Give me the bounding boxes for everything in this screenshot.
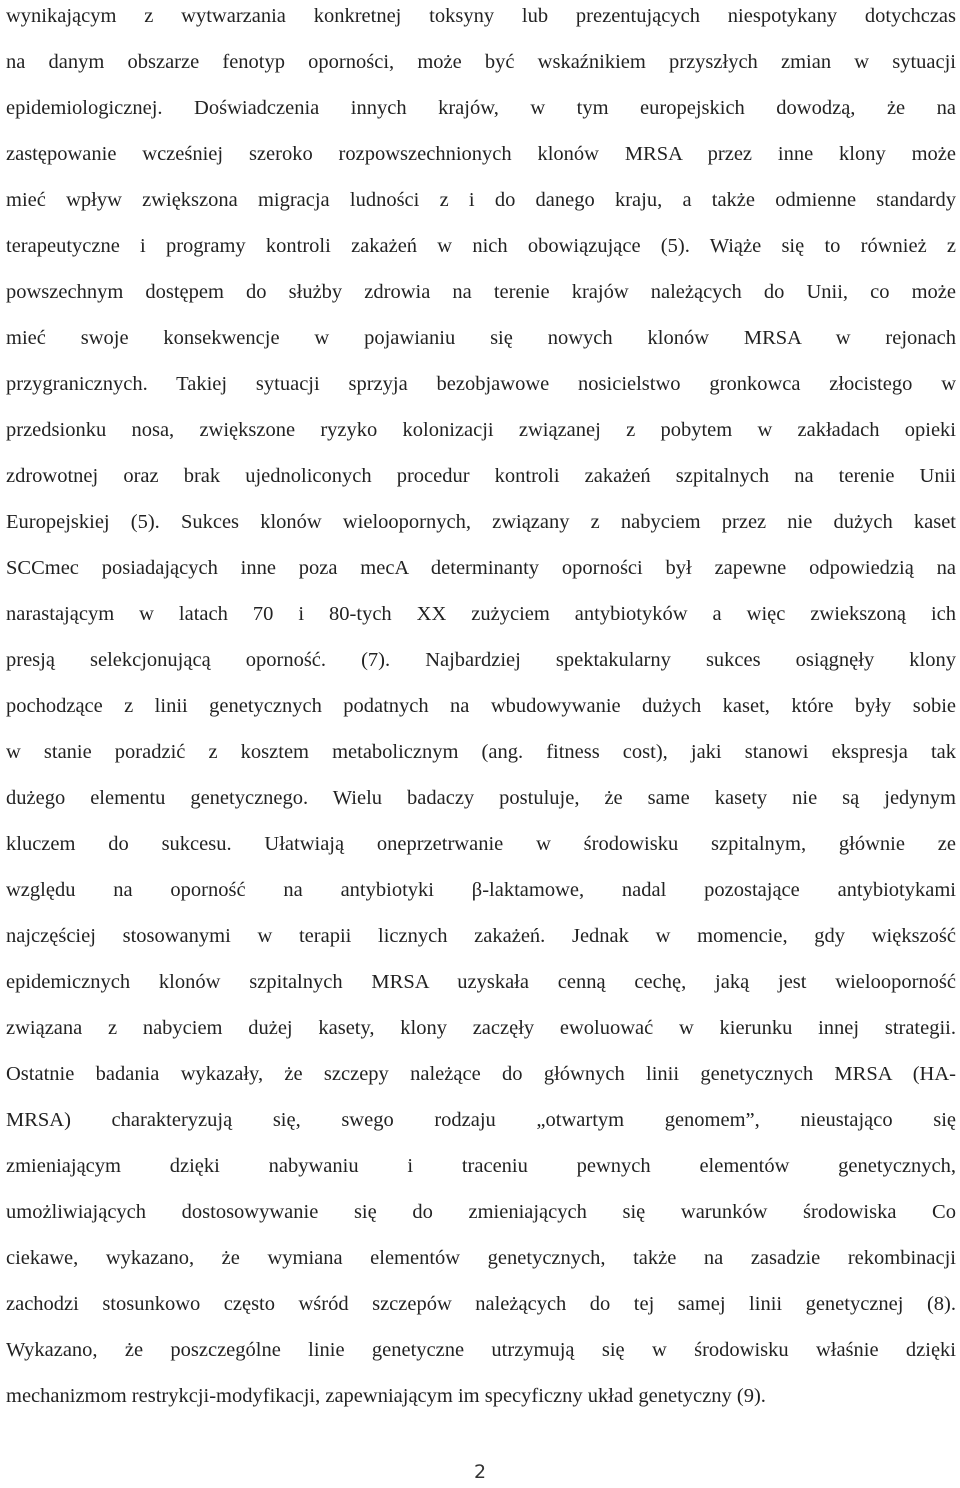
text-line: wynikającym z wytwarzania konkretnej toksyny lub prezentujących niespotykany dotychczas: [6, 5, 956, 27]
text-line: umożliwiających dostosowywanie się do zmieniających się warunków środowiska Co: [6, 1201, 956, 1223]
text-line: zastępowanie wcześniej szeroko rozpowszechnionych klonów MRSA przez inne klony może: [6, 143, 956, 165]
text-line: Wykazano, że poszczególne linie genetyczne utrzymują się w środowisku właśnie dzięki: [6, 1339, 956, 1361]
text-line: kluczem do sukcesu. Ułatwiają oneprzetrwanie w środowisku szpitalnym, głównie ze: [6, 833, 956, 855]
text-line: dużego elementu genetycznego. Wielu badaczy postuluje, że same kasety nie są jedynym: [6, 787, 956, 809]
text-line: przygranicznych. Takiej sytuacji sprzyja bezobjawowe nosicielstwo gronkowca złocistego w: [6, 373, 956, 395]
body-text: [6, 0, 956, 1419]
text-line: zachodzi stosunkowo często wśród szczepów należących do tej samej linii genetycznej (8).: [6, 1293, 956, 1315]
text-line: związana z nabyciem dużej kasety, klony zaczęły ewoluować w kierunku innej strategii.: [6, 1017, 956, 1039]
text-line: narastającym w latach 70 i 80-tych XX zużyciem antybiotyków a więc zwiekszoną ich: [6, 603, 956, 625]
text-line: zdrowotnej oraz brak ujednoliconych procedur kontroli zakażeń szpitalnych na terenie Unii: [6, 465, 956, 487]
text-line: mieć swoje konsekwencje w pojawianiu się nowych klonów MRSA w rejonach: [6, 327, 956, 349]
text-line: mechanizmom restrykcji-modyfikacji, zapewniającym im specyficzny układ genetyczny (9).: [6, 1385, 766, 1407]
text-line: na danym obszarze fenotyp oporności, może być wskaźnikiem przyszłych zmian w sytuacji: [6, 51, 956, 73]
page-number: 2: [473, 1461, 487, 1483]
text-line: ciekawe, wykazano, że wymiana elementów genetycznych, także na zasadzie rekombinacji: [6, 1247, 956, 1269]
text-line: epidemiologicznej. Doświadczenia innych krajów, w tym europejskich dowodzą, że na: [6, 97, 956, 119]
text-line: mieć wpływ zwiększona migracja ludności z i do danego kraju, a także odmienne standardy: [6, 189, 956, 211]
text-line: Ostatnie badania wykazały, że szczepy należące do głównych linii genetycznych MRSA (HA-: [6, 1063, 956, 1085]
text-line: przedsionku nosa, zwiększone ryzyko kolonizacji związanej z pobytem w zakładach opieki: [6, 419, 956, 441]
text-line: SCCmec posiadających inne poza mecA determinanty oporności był zapewne odpowiedzią na: [6, 557, 956, 579]
text-line: presją selekcjonującą oporność. (7). Najbardziej spektakularny sukces osiągnęły klony: [6, 649, 956, 671]
text-line: Europejskiej (5). Sukces klonów wieloopornych, związany z nabyciem przez nie dużych kaset: [6, 511, 956, 533]
text-line: pochodzące z linii genetycznych podatnych na wbudowywanie dużych kaset, które były sobie: [6, 695, 956, 717]
text-line: epidemicznych klonów szpitalnych MRSA uzyskała cenną cechę, jaką jest wielooporność: [6, 971, 956, 993]
text-line: najczęściej stosowanymi w terapii licznych zakażeń. Jednak w momencie, gdy większość: [6, 925, 956, 947]
text-line: powszechnym dostępem do służby zdrowia na terenie krajów należących do Unii, co może: [6, 281, 956, 303]
text-line: zmieniającym dzięki nabywaniu i traceniu pewnych elementów genetycznych,: [6, 1155, 956, 1177]
text-line: MRSA) charakteryzują się, swego rodzaju „otwartym genomem”, nieustająco się: [6, 1109, 956, 1131]
text-line: terapeutyczne i programy kontroli zakażeń w nich obowiązujące (5). Wiąże się to również z: [6, 235, 956, 257]
text-line: względu na oporność na antybiotyki β-laktamowe, nadal pozostające antybiotykami: [6, 879, 956, 901]
text-line: w stanie poradzić z kosztem metabolicznym (ang. fitness cost), jaki stanowi ekspresja tak: [6, 741, 956, 763]
